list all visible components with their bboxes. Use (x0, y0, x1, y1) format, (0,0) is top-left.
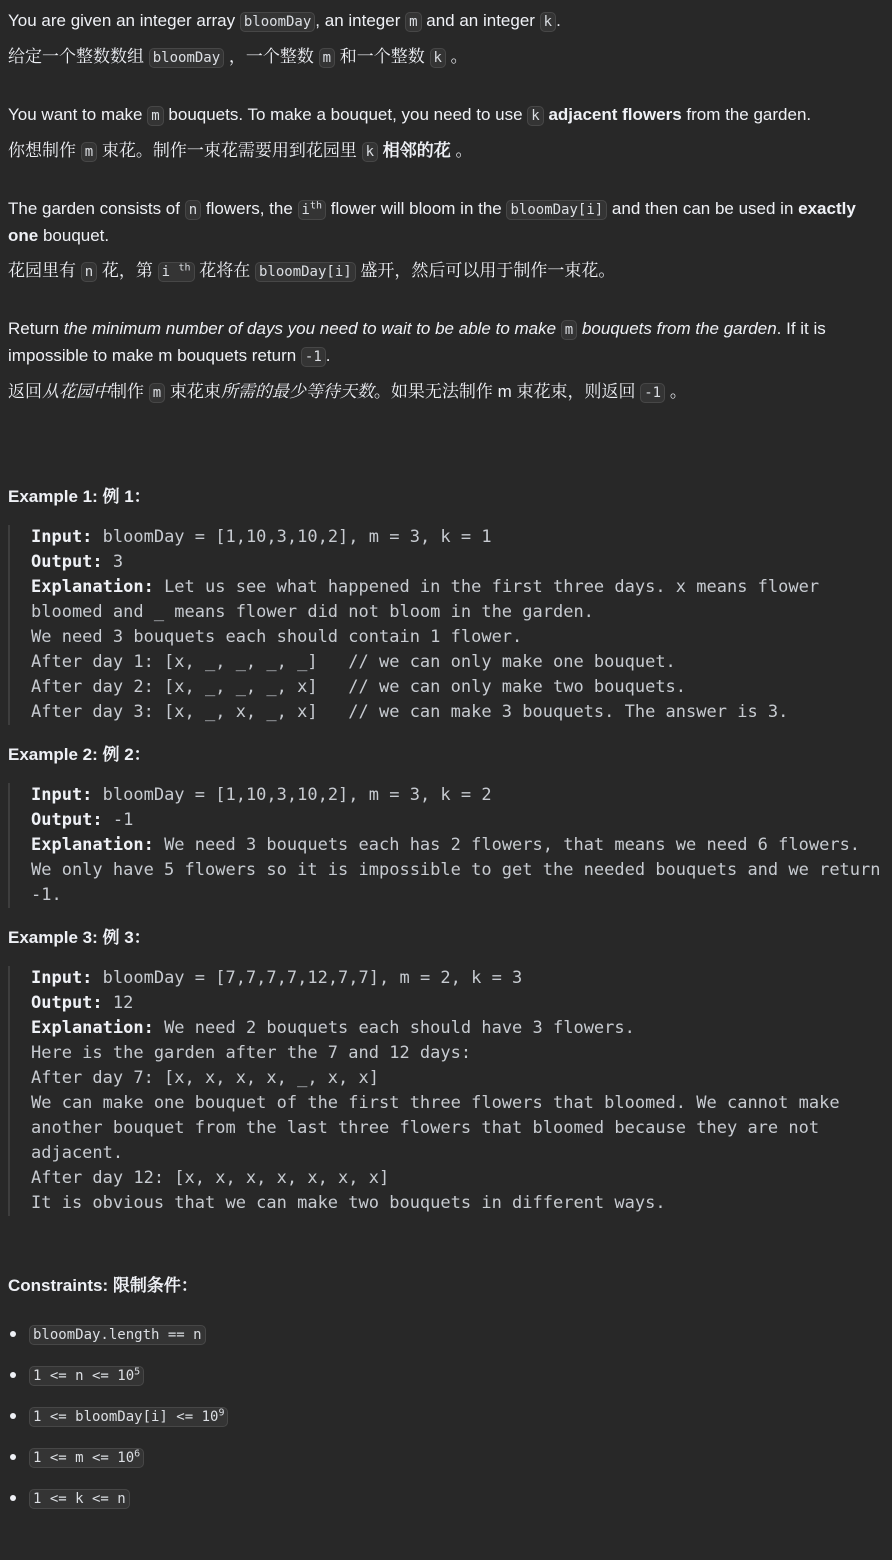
bullet-icon (10, 1495, 16, 1501)
want-zh-text: 束花。制作一束花需要用到花园里 (97, 141, 362, 160)
garden-en-text: flower will bloom in the (326, 199, 507, 218)
explanation-text: Let us see what happened in the first three days. x means flower bloomed and _ means flower did not bloom in the garden. We need 3 bouquets each should contain 1 flower. After day 1: [x, _, _, _, _] // we can only make one bouquet. After day 2: [x, _, _, _, x] // we can only make two bouquets. After day 3: [x, _, x, _, x] // we can make 3 bouquets. The answer is 3. (31, 577, 820, 722)
explanation-label: Explanation: (31, 1018, 154, 1038)
inline-code: m (147, 106, 163, 126)
intro-en-text: . (556, 11, 561, 30)
example-title-zh: 例 2： (102, 745, 151, 764)
inline-code-text: i (161, 264, 179, 280)
garden-en-text: The garden consists of (8, 199, 185, 218)
constraint-item (8, 1483, 888, 1512)
inline-code: -1 (301, 347, 326, 367)
input-value: bloomDay = [1,10,3,10,2], m = 3, k = 2 (92, 785, 492, 805)
return-zh-text: 束花束 (165, 382, 221, 401)
inline-code (29, 1407, 228, 1427)
garden-zh-text: 花将在 (194, 261, 255, 280)
input-value: bloomDay = [1,10,3,10,2], m = 3, k = 1 (92, 527, 492, 547)
inline-code: bloomDay[i] (255, 262, 356, 282)
constraints-title-en: Constraints: (8, 1276, 109, 1295)
inline-code: n (81, 262, 97, 282)
intro-zh-text: ，一个整数 (224, 47, 319, 66)
example-2-block (8, 783, 891, 908)
want-en (8, 102, 888, 129)
garden-en (8, 196, 888, 249)
example-1-title (8, 484, 888, 510)
inline-code (158, 262, 195, 282)
example-2-title (8, 742, 888, 768)
output-label: Output: (31, 810, 103, 830)
inline-code: k (430, 48, 446, 68)
example-3-block (8, 966, 888, 1216)
return-en-italic: the minimum number of days you need to wait to be able to make (63, 319, 561, 338)
inline-code (29, 1366, 144, 1386)
intro-en-text: , an integer (315, 11, 406, 30)
constraint-item (8, 1401, 888, 1430)
constraint-text: 1 <= k <= n (33, 1491, 126, 1507)
return-en (8, 316, 888, 370)
constraint-item (8, 1442, 888, 1471)
inline-code (29, 1448, 144, 1468)
return-zh-italic: 所需的最少等待天数 (220, 382, 374, 401)
want-zh-text: 你想制作 (8, 141, 81, 160)
example-title-zh: 例 1： (102, 487, 151, 506)
intro-zh-text: 和一个整数 (335, 47, 430, 66)
constraint-item (8, 1360, 888, 1389)
bullet-icon (10, 1372, 16, 1378)
inline-code (29, 1489, 130, 1509)
superscript: 9 (218, 1407, 225, 1419)
garden-zh-text: 花，第 (97, 261, 158, 280)
want-zh (8, 138, 888, 165)
inline-code: -1 (640, 383, 665, 403)
constraint-item (8, 1319, 888, 1348)
bullet-icon (10, 1413, 16, 1419)
output-value: 3 (102, 552, 124, 572)
inline-code: bloomDay[i] (506, 200, 607, 220)
constraint-text: 1 <= m <= 10 (33, 1450, 135, 1466)
bullet-icon (10, 1454, 16, 1460)
return-zh-text: 返回 (8, 382, 42, 401)
output-value: 12 (102, 993, 134, 1013)
example-title-en: Example 3: (8, 928, 98, 947)
superscript: th (178, 262, 191, 274)
return-zh-text: 。如果无法制作 m 束花束，则返回 (373, 382, 641, 401)
return-zh-italic: 从花园中 (42, 382, 110, 401)
garden-en-text: bouquet. (38, 226, 110, 245)
return-en-italic: bouquets from the garden (577, 319, 777, 338)
superscript: 6 (134, 1448, 141, 1460)
output-value: -1 (102, 810, 134, 830)
garden-en-text: flowers, the (201, 199, 298, 218)
garden-zh-text: 盛开，然后可以用于制作一束花。 (355, 261, 616, 280)
return-zh (8, 379, 888, 406)
constraints-list (8, 1319, 888, 1512)
inline-code: n (185, 200, 201, 220)
inline-code: m (149, 383, 165, 403)
inline-code: k (362, 142, 378, 162)
constraints-title-zh: 限制条件： (112, 1276, 198, 1295)
intro-en-text: and an integer (421, 11, 540, 30)
explanation-label: Explanation: (31, 577, 154, 597)
return-zh-text: 制作 (110, 382, 149, 401)
return-en-text: . If it is impossible to make m bouquets return (8, 319, 826, 365)
example-title-en: Example 2: (8, 745, 98, 764)
example-3-title (8, 925, 888, 951)
inline-code-text: i (301, 202, 310, 218)
superscript: th (309, 200, 323, 212)
inline-code: bloomDay (149, 48, 224, 68)
input-label: Input: (31, 785, 93, 805)
inline-code: m (561, 320, 577, 340)
intro-zh-text: 给定一个整数数组 (8, 47, 149, 66)
intro-zh (8, 44, 888, 71)
input-label: Input: (31, 527, 93, 547)
want-en-text: You want to make (8, 105, 148, 124)
input-label: Input: (31, 968, 93, 988)
intro-en (8, 8, 888, 35)
intro-en-text: You are given an integer array (8, 11, 240, 30)
bullet-icon (10, 1331, 16, 1337)
output-label: Output: (31, 552, 103, 572)
intro-zh-text: 。 (445, 47, 468, 66)
return-zh-text: 。 (665, 382, 687, 401)
garden-zh-text: 花园里有 (8, 261, 81, 280)
input-value: bloomDay = [7,7,7,7,12,7,7], m = 2, k = 3 (92, 968, 523, 988)
want-zh-text: 。 (450, 141, 473, 160)
garden-en-bold: exactly one (8, 199, 856, 245)
constraint-text: 1 <= n <= 10 (33, 1368, 135, 1384)
want-zh-bold: 相邻的花 (382, 141, 451, 160)
want-en-text: bouquets. To make a bouquet, you need to use (163, 105, 528, 124)
example-title-en: Example 1: (8, 487, 98, 506)
inline-code (29, 1325, 206, 1345)
inline-code: m (405, 12, 421, 32)
inline-code: m (319, 48, 335, 68)
explanation-text: We need 3 bouquets each has 2 flowers, that means we need 6 flowers. We only have 5 flowers so it is impossible to get the needed bouquets and we return -1. (31, 835, 891, 905)
inline-code (298, 200, 326, 220)
want-en-text: from the garden. (681, 105, 812, 124)
explanation-label: Explanation: (31, 835, 154, 855)
example-title-zh: 例 3： (102, 928, 151, 947)
superscript: 5 (134, 1366, 141, 1378)
return-en-text: Return (8, 319, 64, 338)
inline-code: m (81, 142, 97, 162)
garden-zh (8, 258, 888, 285)
explanation-text: We need 2 bouquets each should have 3 flowers. Here is the garden after the 7 and 12 days: After day 7: [x, x, x, x, _, x, x] We can make one bouquet of the first three flowers that bloomed. We cannot make another bouquet from the last three flowers that bloomed because they are not adjacent. After day 12: [x, x, x, x, x, x, x] It is obvious that we can make two bouquets in different ways. (31, 1018, 840, 1213)
constraint-text: bloomDay.length == n (33, 1327, 202, 1343)
inline-code: bloomDay (240, 12, 315, 32)
inline-code: k (527, 106, 543, 126)
garden-en-text: and then can be used in (607, 199, 799, 218)
return-en-text: . (325, 346, 331, 365)
inline-code: k (540, 12, 556, 32)
constraints-title (8, 1273, 888, 1299)
constraint-text: 1 <= bloomDay[i] <= 10 (33, 1409, 219, 1425)
want-en-bold: adjacent flowers (548, 105, 682, 124)
output-label: Output: (31, 993, 103, 1013)
example-1-block (8, 525, 888, 725)
